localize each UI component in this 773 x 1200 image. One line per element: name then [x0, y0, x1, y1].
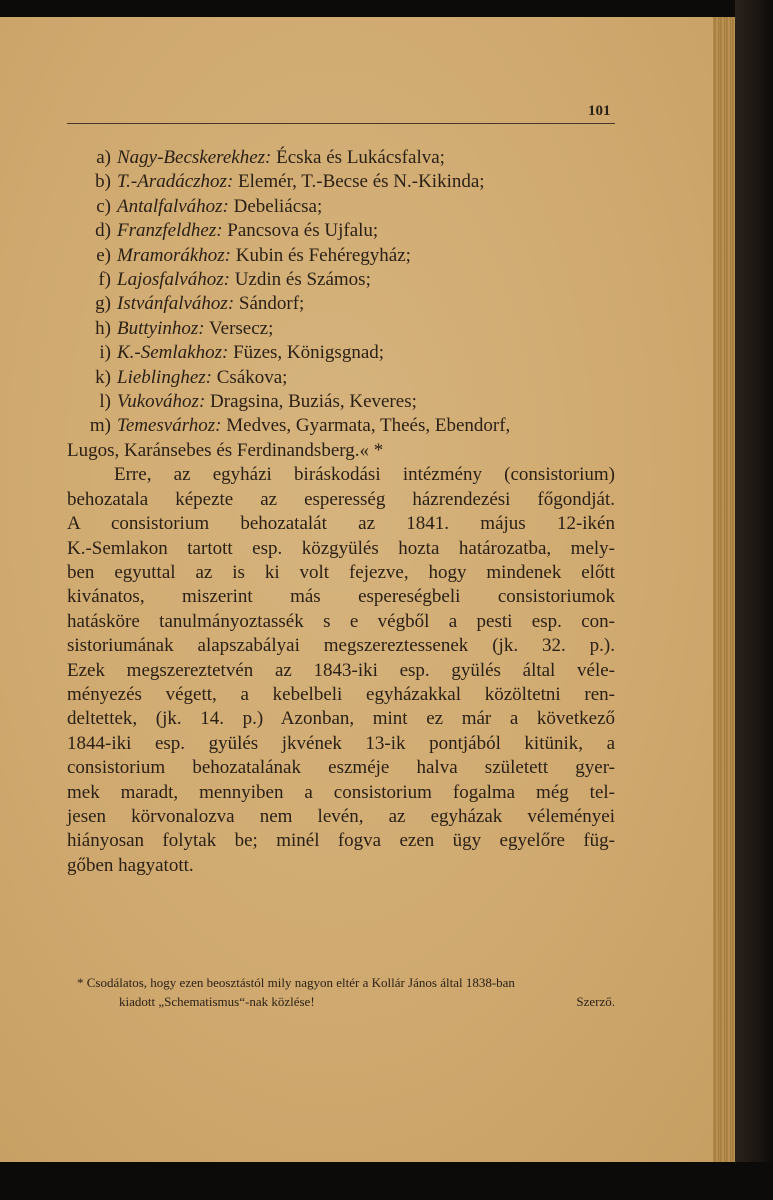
list-text: Versecz;	[209, 317, 274, 339]
list-label: e)	[96, 244, 111, 266]
list-item	[67, 195, 615, 219]
paragraph-line: deltettek, (jk. 14. p.) Azonban, mint ez már a következő	[67, 708, 615, 730]
parish-list	[67, 146, 615, 878]
paragraph-line: behozatala képezte az esperesség házrendezési főgondját.	[67, 488, 615, 510]
body-paragraph	[67, 463, 615, 878]
list-place: Lieblinghez:	[117, 366, 212, 388]
list-label: i)	[99, 342, 111, 364]
page-edges	[713, 17, 735, 1162]
list-item	[67, 366, 615, 390]
paragraph-line: jesen körvonalozva nem levén, az egyházak véleményei	[67, 805, 615, 827]
list-text: Elemér, T.-Becse és N.-Kikinda;	[238, 171, 485, 193]
list-place: T.-Aradáczhoz:	[117, 171, 234, 193]
list-place: Istvánfalvához:	[117, 293, 235, 315]
list-item	[67, 219, 615, 243]
paragraph-line: ben egyuttal az is ki volt fejezve, hogy mindenek előtt	[67, 561, 615, 583]
list-text: Kubin és Fehéregyház;	[235, 244, 411, 266]
list-text: Sándorf;	[238, 293, 305, 315]
book-binding	[735, 0, 773, 1200]
list-text: Pancsova és Ujfalu;	[227, 220, 379, 242]
paragraph-line: sistoriumának alapszabályai megszereztessenek (jk. 32. p.).	[67, 635, 615, 657]
list-text: Füzes, Königsgnad;	[233, 342, 385, 364]
list-item	[67, 146, 615, 170]
paragraph-line: hiányosan folytak be; minél fogva ezen ügy egyelőre füg-	[67, 830, 615, 852]
list-label: h)	[95, 317, 111, 339]
paragraph-line: mek maradt, mennyiben a consistorium fogalma még tel-	[67, 781, 615, 803]
list-continuation: Lugos, Karánsebes és Ferdinandsberg.« *	[67, 439, 384, 461]
list-place: Nagy-Becskerekhez:	[117, 147, 272, 168]
list-item	[67, 317, 615, 341]
list-text: Medves, Gyarmata, Theés, Ebendorf,	[226, 415, 511, 437]
list-label: k)	[95, 366, 111, 388]
list-label: f)	[98, 269, 111, 291]
paragraph-line: ményezés végett, a kebelbeli egyházakkal közöltetni ren-	[67, 683, 615, 705]
list-label: g)	[95, 293, 111, 315]
footnote-line-2	[77, 992, 615, 1011]
list-item	[67, 390, 615, 414]
page-number: 101	[588, 103, 611, 119]
paragraph-line: consistorium behozatalának eszméje halva született gyer-	[67, 757, 615, 779]
list-item	[67, 170, 615, 194]
list-item	[67, 268, 615, 292]
paragraph-line: hatásköre tanulmányoztassék s e végből a pesti esp. con-	[67, 610, 615, 632]
background-strip	[0, 1162, 773, 1200]
list-item	[67, 414, 615, 438]
list-label: c)	[96, 195, 111, 217]
paragraph-line: Ezek megszereztetvén az 1843-iki esp. gyülés által véle-	[67, 659, 615, 681]
list-text: Csákova;	[216, 366, 288, 388]
paragraph-line: gőben hagyatott.	[67, 854, 194, 876]
list-text: Uzdin és Számos;	[234, 269, 371, 291]
paragraph-line: Erre, az egyházi biráskodási intézmény (consistorium)	[114, 464, 615, 486]
list-label: l)	[99, 391, 111, 413]
list-label: a)	[96, 147, 111, 168]
list-place: Lajosfalvához:	[117, 269, 230, 291]
list-item	[67, 244, 615, 268]
list-item	[67, 341, 615, 365]
list-text: Debeliácsa;	[233, 195, 323, 217]
footnote-line: * Csodálatos, hogy ezen beosztástól mily nagyon eltér a Kollár János által 1838-ban	[77, 975, 515, 990]
footnote-text: kiadott „Schematismus“-nak közlése!	[119, 994, 315, 1009]
list-label: m)	[89, 415, 111, 437]
list-place: Franzfeldhez:	[117, 220, 223, 242]
list-place: Temesvárhoz:	[117, 415, 222, 437]
footnote	[77, 973, 615, 1011]
list-label: b)	[95, 171, 111, 193]
header-rule	[67, 123, 615, 124]
list-item	[67, 292, 615, 316]
paragraph-line: kivánatos, miszerint más espereségbeli consistoriumok	[67, 586, 615, 608]
list-place: Vukovához:	[117, 391, 206, 413]
list-place: Mramorákhoz:	[117, 244, 231, 266]
list-place: K.-Semlakhoz:	[117, 342, 229, 364]
list-place: Buttyinhoz:	[117, 317, 205, 339]
paragraph-line: K.-Semlakon tartott esp. közgyülés hozta határozatba, mely-	[67, 537, 615, 559]
list-label: d)	[95, 220, 111, 242]
list-text: Écska és Lukácsfalva;	[276, 147, 445, 168]
paragraph-line: A consistorium behozatalát az 1841. május 12-ikén	[67, 513, 615, 535]
paragraph-line: 1844-iki esp. gyülés jkvének 13-ik pontjából kitünik, a	[67, 732, 615, 754]
footnote-author: Szerző.	[576, 994, 615, 1009]
list-text: Dragsina, Buziás, Keveres;	[210, 391, 417, 413]
list-place: Antalfalvához:	[117, 195, 229, 217]
